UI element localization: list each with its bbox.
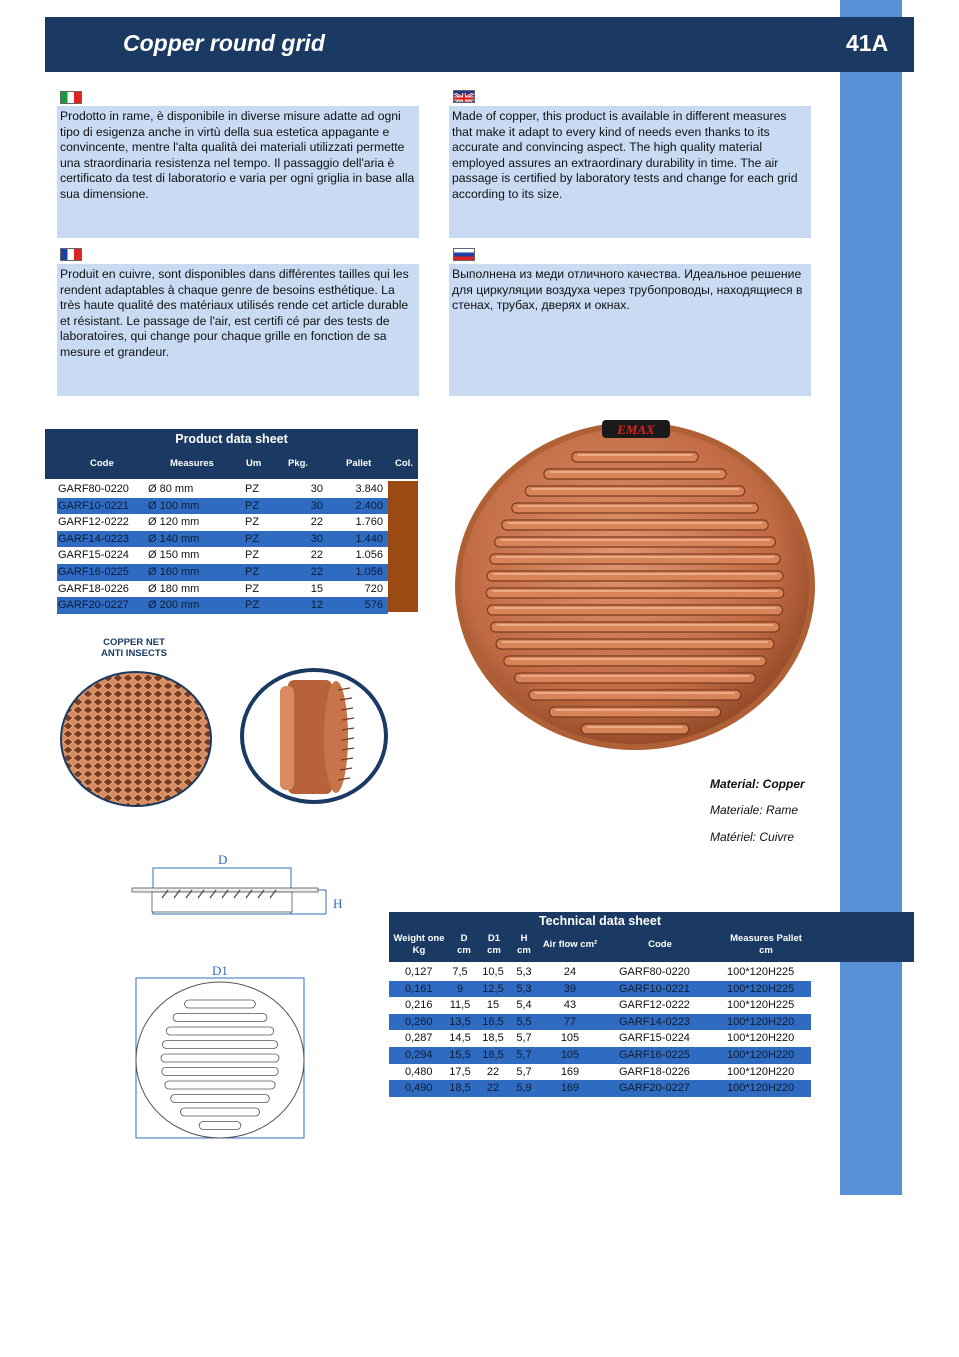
description-italian: Prodotto in rame, è disponibile in diverse misure adatte ad ogni tipo di esigenza anche in virtù della sua estetica appagante e convincente, mentre l'alta qualità dei materiali utilizzati permette una straordinaria resistenza nel tempo. Il passaggio dell'aria è certificato da test di laboratorio e varia per ogni griglia in base alla sua dimensione. (57, 106, 419, 238)
copper-net-label-line2: ANTI INSECTS (101, 648, 167, 659)
drawing-slat (199, 1122, 241, 1130)
russia-flag-icon (453, 248, 475, 261)
grid-slat (490, 554, 781, 564)
drawing-slat (166, 1027, 273, 1035)
cell-d1: 16,5 (482, 1015, 504, 1028)
table-row (389, 1064, 811, 1081)
cell-pallet: 576 (364, 599, 383, 612)
copper-grid-photo (450, 418, 820, 754)
italy-flag-icon (60, 91, 82, 104)
cell-weight: 0,294 (405, 1049, 433, 1061)
cell-pallet: 100*120H225 (727, 966, 795, 978)
drawing-slat (165, 1081, 275, 1089)
cell-d: 9 (456, 982, 464, 995)
cell-code: GARF12-0222 (58, 516, 129, 529)
cell-h: 5,7 (516, 1065, 532, 1078)
drawing-slat (180, 1108, 259, 1116)
drawing-slat (185, 1000, 256, 1008)
cell-air: 105 (560, 1049, 580, 1061)
grid-slat (491, 622, 780, 632)
grid-slat (529, 690, 741, 700)
cell-code: GARF12-0222 (619, 999, 690, 1012)
cell-pallet: 3.840 (355, 483, 383, 495)
description-french: Produit en cuivre, sont disponibles dans différentes tailles qui les rendent adaptables à chaque genre de besoins esthétique. La très haute qualité des matériaux utilisés rende cet article durable et résistant. Le passage de l'air, est certifi cé par des tests de laboratoires, qui change pour chaque grille en fonction de sa mesure et grandeur. (57, 264, 419, 396)
cell-pallet: 100*120H225 (727, 982, 795, 995)
cell-d: 13,5 (449, 1015, 471, 1028)
cell-code: GARF16-0225 (619, 1049, 690, 1061)
copper-net-label (84, 637, 184, 659)
cell-pkg: 22 (310, 516, 323, 529)
product-sheet-title: Product data sheet (175, 432, 288, 446)
cell-code: GARF15-0224 (58, 549, 129, 562)
cell-pallet: 100*120H220 (727, 1032, 795, 1045)
cell-weight: 0,287 (405, 1032, 433, 1045)
grid-slat (504, 656, 766, 666)
cell-code: GARF10-0221 (619, 982, 690, 995)
cell-d1: 18,5 (482, 1049, 504, 1061)
table-row (389, 1014, 811, 1031)
cell-pallet: 1.760 (355, 516, 383, 529)
cell-code: GARF18-0226 (58, 582, 129, 595)
table-row (389, 964, 811, 981)
cell-d: 14,5 (449, 1032, 471, 1045)
cell-d1: 22 (486, 1082, 500, 1095)
cell-d1: 15 (486, 999, 500, 1012)
col-col: Col. (395, 458, 413, 469)
cell-pallet: 100*120H220 (727, 1015, 795, 1028)
col-weight: Weight one Kg (393, 933, 445, 956)
cell-pallet: 720 (364, 582, 383, 595)
col-tech-code: Code (648, 939, 672, 950)
label-d1: D1 (212, 963, 228, 978)
cell-d1: 18,5 (482, 1032, 504, 1045)
table-row (57, 481, 388, 498)
cell-d1: 10,5 (482, 966, 504, 978)
cell-pallet: 1.056 (355, 566, 383, 578)
cell-h: 5,3 (516, 966, 532, 978)
cell-measure: Ø 160 mm (148, 566, 200, 578)
material-en: Material: Copper (710, 777, 805, 791)
cell-weight: 0,216 (405, 999, 433, 1012)
drawing-slat (171, 1095, 270, 1103)
cell-code: GARF15-0224 (619, 1032, 690, 1045)
grid-side-photo (238, 666, 390, 806)
cell-um: PZ (245, 582, 260, 595)
cell-d: 7,5 (452, 966, 468, 978)
cell-air: 77 (563, 1015, 577, 1028)
cell-pkg: 22 (310, 566, 323, 578)
col-airflow: Air flow cm² (542, 939, 598, 950)
drawing-slat (161, 1054, 279, 1062)
cell-air: 105 (560, 1032, 580, 1045)
cell-pallet: 100*120H220 (727, 1082, 795, 1095)
cell-pkg: 12 (310, 599, 323, 612)
cell-measure: Ø 120 mm (148, 516, 200, 529)
cell-h: 5,7 (516, 1049, 532, 1061)
table-row (57, 531, 388, 548)
cell-um: PZ (245, 549, 260, 562)
label-h: H (333, 896, 343, 911)
cell-code: GARF80-0220 (58, 483, 129, 495)
side-strip (840, 0, 902, 1195)
col-pkg: Pkg. (288, 458, 309, 469)
grid-slat (502, 520, 768, 530)
cell-code: GARF18-0226 (619, 1065, 690, 1078)
cell-air: 169 (560, 1065, 580, 1078)
col-measures: Measures (170, 458, 214, 469)
copper-net-photo (58, 670, 214, 808)
grid-slat (544, 469, 726, 479)
cell-um: PZ (245, 566, 260, 578)
front-drawing (128, 962, 313, 1147)
cell-measure: Ø 180 mm (148, 582, 200, 595)
cell-um: PZ (245, 516, 260, 529)
cell-code: GARF10-0221 (58, 499, 129, 512)
cell-d1: 22 (486, 1065, 500, 1078)
cell-air: 39 (563, 982, 577, 995)
cell-h: 5,5 (516, 1015, 532, 1028)
col-h: H cm (517, 933, 531, 956)
table-row (57, 514, 388, 531)
page-title: Copper round grid (123, 30, 325, 56)
grid-slat (572, 452, 698, 462)
cell-code: GARF14-0223 (619, 1015, 690, 1028)
cell-air: 43 (563, 999, 577, 1012)
cell-h: 5,3 (516, 982, 532, 995)
copper-net-label-line1: COPPER NET (103, 637, 165, 648)
cell-measure: Ø 100 mm (148, 499, 200, 512)
grid-slat (487, 605, 782, 615)
cell-pallet: 2.400 (355, 499, 383, 512)
cell-code: GARF20-0227 (619, 1082, 690, 1095)
cell-d: 15,5 (449, 1049, 471, 1061)
cell-air: 169 (560, 1082, 580, 1095)
cell-um: PZ (245, 483, 260, 495)
table-row (57, 597, 388, 614)
cell-weight: 0,127 (405, 966, 433, 978)
side-drawing (128, 850, 348, 920)
cell-d: 18,5 (449, 1082, 471, 1095)
page-number: 41A (846, 30, 889, 56)
description-english: Made of copper, this product is available in different measures that make it adapt to every kind of needs even thanks to its accurate and convincing aspect. The high quality material employed assures an extraordinary durability in time. The air passage is certified by laboratory tests and change for each grid according to its size. (449, 106, 811, 238)
col-code: Code (90, 458, 114, 469)
label-d: D (218, 852, 228, 867)
cell-measure: Ø 200 mm (148, 599, 200, 612)
grid-slat (581, 724, 689, 734)
cell-pallet: 100*120H220 (727, 1065, 795, 1078)
cell-um: PZ (245, 599, 260, 612)
drawing-slat (162, 1041, 277, 1049)
cell-pallet: 100*120H220 (727, 1049, 795, 1061)
cell-weight: 0,490 (405, 1082, 433, 1095)
cell-code: GARF20-0227 (58, 599, 129, 612)
brand-logo: EMAX (617, 422, 655, 437)
table-row (57, 564, 388, 581)
grid-slat (525, 486, 744, 496)
grid-slat (549, 707, 720, 717)
cell-measure: Ø 140 mm (148, 532, 200, 545)
drawing-slat (173, 1014, 267, 1022)
cell-um: PZ (245, 499, 260, 512)
table-row (389, 981, 811, 998)
cell-h: 5,9 (516, 1082, 532, 1095)
table-row (389, 997, 811, 1014)
material-it: Materiale: Rame (710, 803, 799, 817)
cell-code: GARF16-0225 (58, 566, 129, 578)
col-um: Um (246, 458, 262, 469)
col-measures-pallet: Measures Pallet cm (730, 933, 802, 956)
cell-d1: 12,5 (482, 982, 504, 995)
col-d1: D1 cm (487, 933, 501, 956)
cell-pkg: 22 (310, 549, 323, 562)
table-row (389, 1080, 811, 1097)
cell-air: 24 (563, 966, 577, 978)
cell-pallet: 1.440 (355, 532, 383, 545)
table-row (57, 498, 388, 515)
cell-pkg: 30 (310, 499, 323, 512)
cell-weight: 0,161 (405, 982, 433, 995)
cell-h: 5,7 (516, 1032, 532, 1045)
cell-weight: 0,260 (405, 1015, 433, 1028)
cell-um: PZ (245, 532, 260, 545)
cell-pkg: 15 (310, 582, 323, 595)
grid-slat (486, 588, 784, 598)
cell-code: GARF14-0223 (58, 532, 129, 545)
grid-slat (512, 503, 758, 513)
cell-weight: 0,480 (405, 1065, 433, 1078)
material-fr: Matériel: Cuivre (710, 830, 795, 844)
cell-code: GARF80-0220 (619, 966, 690, 978)
cell-h: 5,4 (516, 999, 532, 1012)
table-row (57, 547, 388, 564)
cell-measure: Ø 150 mm (148, 549, 200, 562)
table-row (57, 581, 388, 598)
table-row (389, 1030, 811, 1047)
uk-flag-icon (453, 90, 475, 103)
cell-pallet: 1.056 (355, 549, 383, 562)
france-flag-icon (60, 248, 82, 261)
col-pallet: Pallet (346, 458, 372, 469)
cell-d: 11,5 (449, 999, 471, 1012)
grid-slat (495, 537, 776, 547)
cell-pkg: 30 (310, 532, 323, 545)
grid-slat (487, 571, 783, 581)
col-d: D cm (457, 933, 471, 956)
description-russian: Выполнена из меди отличного качества. Идеальное решение для циркуляции воздуха через трубопроводы, находящиеся в стенах, трубах, дверях и окнах. (449, 264, 811, 396)
cell-measure: Ø 80 mm (148, 483, 194, 495)
grid-slat (515, 673, 756, 683)
grid-slat (496, 639, 774, 649)
drawing-slat (162, 1068, 278, 1076)
table-row (389, 1047, 811, 1064)
cell-pkg: 30 (310, 483, 323, 495)
cell-pallet: 100*120H225 (727, 999, 795, 1012)
cell-d: 17,5 (449, 1065, 471, 1078)
tech-sheet-title: Technical data sheet (538, 914, 662, 928)
colour-swatch (388, 481, 418, 612)
